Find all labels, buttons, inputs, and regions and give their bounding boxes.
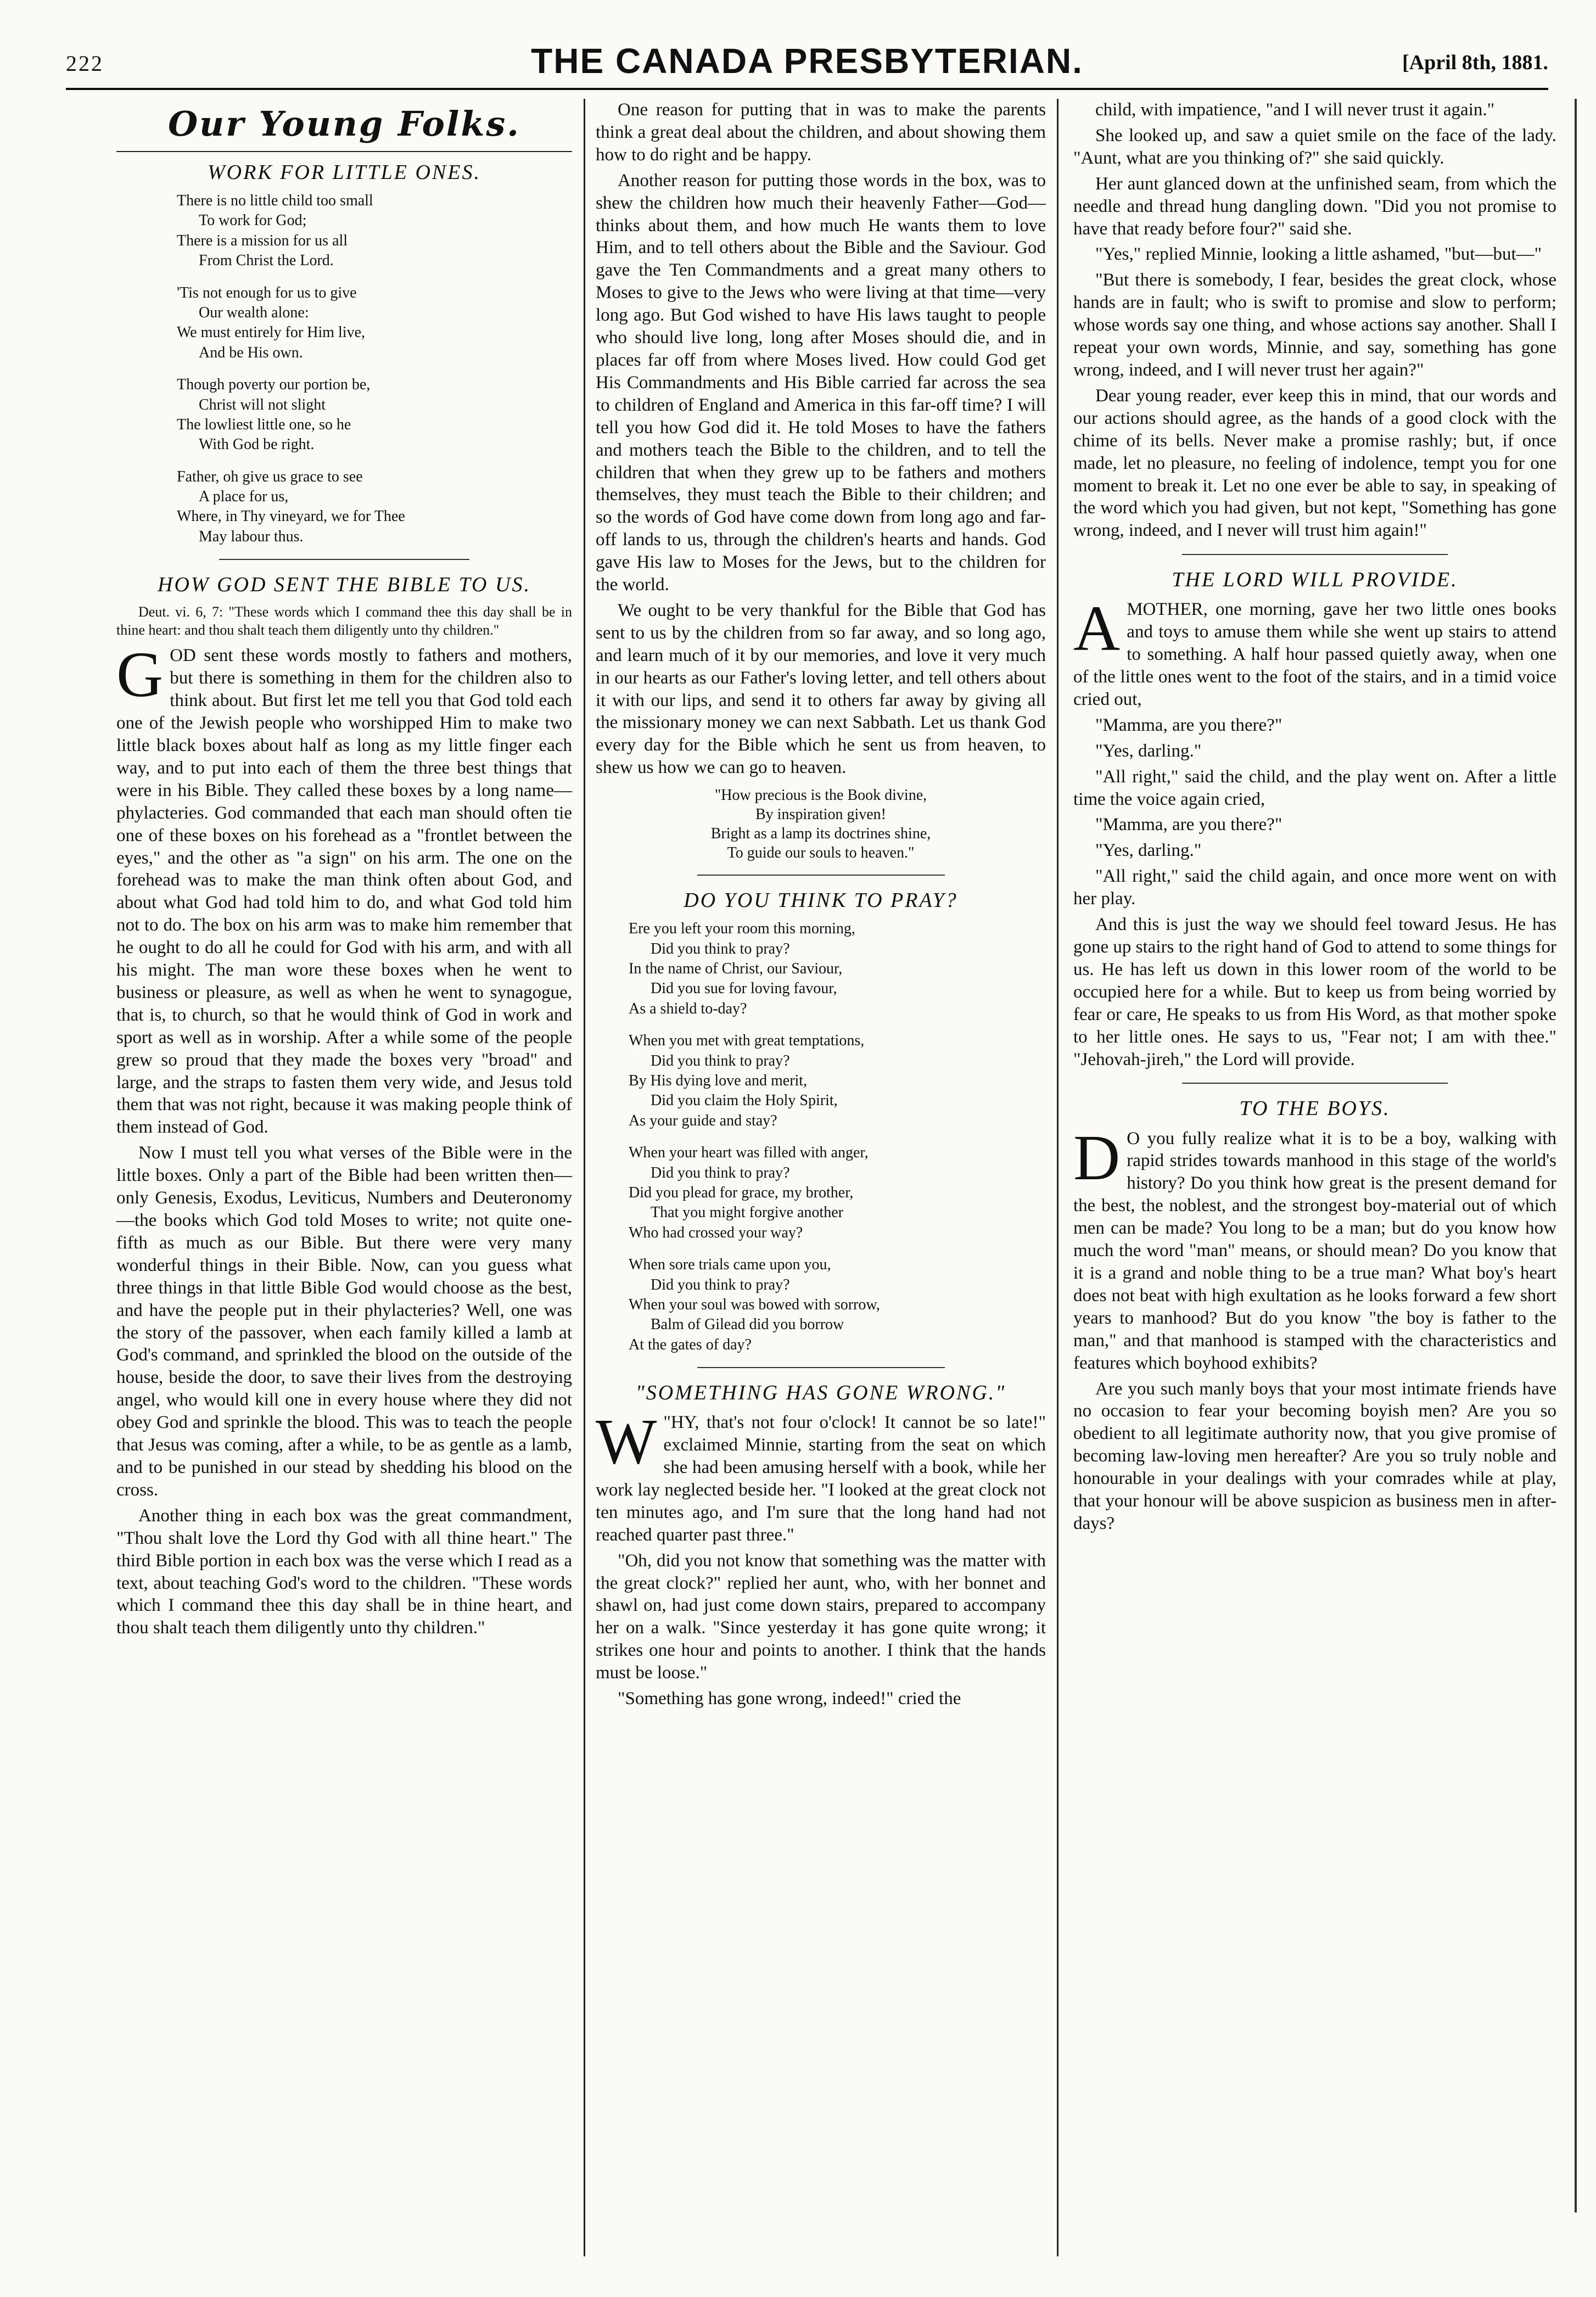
poem-line: When your heart was filled with anger,: [629, 1144, 869, 1162]
article-title: DO YOU THINK TO PRAY?: [684, 889, 958, 912]
paragraph: [1073, 839, 1556, 862]
poem-line: Our wealth alone:: [199, 304, 309, 321]
divider: [697, 1367, 945, 1368]
article-title: WORK FOR LITTLE ONES.: [208, 160, 481, 184]
poem-line: Though poverty our portion be,: [177, 376, 371, 394]
paragraph: [596, 1550, 1046, 1684]
paragraph-text: child, with impatience, "and I will never trust it again.": [1095, 100, 1495, 120]
article-body: [596, 99, 1046, 779]
divider: [697, 875, 945, 876]
column-rule: [584, 99, 585, 2256]
divider: [1182, 554, 1448, 555]
article-body: [1073, 592, 1556, 1071]
poem-line: And be His own.: [199, 344, 303, 361]
poem-line: Ere you left your room this morning,: [629, 920, 855, 938]
paragraph-text: Are you such manly boys that your most intimate friends have no occasion to fear your becoming boyish men? Are you so obedient to all legitimate authority now, that you give promise of becoming law-loving men hereafter? Are you so truly noble and honourable in your dealings with your comrades while at play, that your honour will be above suspicion as business men in after-days?: [1073, 1379, 1556, 1533]
poem-line: We must entirely for Him live,: [177, 324, 365, 341]
paragraph: [1073, 714, 1556, 737]
paragraph: [116, 1142, 572, 1502]
poem-line: There is a mission for us all: [177, 232, 348, 249]
column-1: [116, 99, 572, 1643]
article-body: [596, 1405, 1046, 1710]
poem-stanza: [629, 1255, 1046, 1355]
paragraph: [1073, 740, 1556, 763]
paragraph: [1073, 125, 1556, 170]
quote-line: By inspiration given!: [755, 806, 886, 823]
paragraph-text: Her aunt glanced down at the unfinished seam, from which the needle and thread hung dangling down. "Did you not promise to have that ready before four?" said she.: [1073, 173, 1556, 239]
paragraph-text: "All right," said the child again, and once more went on with her play.: [1073, 866, 1556, 909]
drop-cap: D: [1073, 1121, 1121, 1194]
paragraph: [1073, 269, 1556, 382]
poem-line: Balm of Gilead did you borrow: [651, 1316, 844, 1334]
column-rule: [1057, 99, 1059, 2256]
poem-line: From Christ the Lord.: [199, 252, 334, 270]
paragraph: [1073, 1378, 1556, 1535]
paragraph: [116, 1505, 572, 1639]
poem-line: May labour thus.: [199, 528, 304, 545]
poem-line: With God be right.: [199, 436, 315, 453]
poem-line: When you met with great temptations,: [629, 1032, 865, 1050]
poem-line: Who had crossed your way?: [629, 1224, 803, 1241]
paragraph: [1073, 173, 1556, 240]
paragraph-text: "Oh, did you not know that something was the matter with the great clock?" replied her aunt, who, with her bonnet and shawl on, had just come down stairs, prepared to accompany her on a walk. "Since yesterday it has gone quite wrong; it strikes one hour and points to another. I think that the hands must be loose.": [596, 1550, 1046, 1683]
paragraph-text: We ought to be very thankful for the Bible that God has sent to us by the children from so far away, and so long ago, and learn much of it by our memories, and love it very much in our hearts as our Father's loving letter, and tell others about it with our lips, and send it to others far away by giving all the missionary money we can next Sabbath. Let us thank God every day for the Bible which he sent us from heaven, to shew us how we can go to heaven.: [596, 600, 1046, 778]
page-header: [66, 38, 1548, 90]
paragraph-text: "Mamma, are you there?": [1095, 815, 1283, 835]
quote-line: "How precious is the Book divine,: [714, 787, 927, 804]
quote-line: Bright as a lamp its doctrines shine,: [710, 825, 931, 843]
poem-line: As your guide and stay?: [629, 1112, 777, 1129]
poem-line: By His dying love and merit,: [629, 1072, 808, 1090]
paragraph: [596, 170, 1046, 596]
paragraph: [1073, 99, 1556, 121]
poem-line: Father, oh give us grace to see: [177, 468, 363, 485]
paragraph-text: O you fully realize what it is to be a boy, walking with rapid strides towards manhood in this stage of the world's history? Do you think how great is the present demand for the best, the noblest, and the strongest boy-material out of which men can be made? You long to be a man; but do you know how much the word "man" means, or should mean? Do you know that it is a grand and noble thing to be a true man? What boy's heart does not beat with high exultation as he looks forward a few short years to manhood? But do you know "the boy is father to the man," and that manhood is stamped with the characteristics and features which boyhood exhibits?: [1073, 1128, 1556, 1373]
drop-cap: G: [116, 638, 164, 711]
paragraph: [596, 1405, 1046, 1546]
paragraph-text: "Yes, darling.": [1095, 841, 1202, 861]
divider: [1182, 1083, 1448, 1084]
poem-stanza: [177, 467, 572, 547]
paragraph-text: Now I must tell you what verses of the Bible were in the little boxes. Only a part of the Bible had been written then—only Genesis, Exodus, Leviticus, Numbers and Deuteronomy—the books which God told Moses to write; not quite one-fifth as much as our Bible. But there were very many wonderful things in their Bible. Now, can you guess what three things in that little Bible God would choose as the best, and have the people put in their phylacteries? Well, one was the story of the passover, when each family killed a lamb at God's command, and sprinkled the blood on the outside of the house, beside the door, to save their lives from the destroying angel, who would kill one in every house where they did not obey God and sprinkle the blood. This was to teach the people that Jesus was coming, after a while, to be as gentle as a lamb, and to be punished in our stead by shedding his blood on the cross.: [116, 1143, 572, 1500]
poem-line: That you might forgive another: [651, 1204, 843, 1222]
paragraph: [116, 638, 572, 1139]
paragraph-text: "Something has gone wrong, indeed!" cried the: [618, 1689, 961, 1709]
paragraph-text: One reason for putting that in was to make the parents think a great deal about the children, and about showing them how to do right and be happy.: [596, 100, 1046, 165]
paragraph-text: "Yes," replied Minnie, looking a little ashamed, "but—but—": [1095, 244, 1542, 265]
poem-stanza: [629, 1143, 1046, 1243]
page-edge-rule: [1575, 99, 1577, 2212]
paragraph-text: "Yes, darling.": [1095, 741, 1202, 761]
poem-line: Christ will not slight: [199, 396, 326, 413]
poem-line: To work for God;: [199, 212, 307, 229]
column-3: [1073, 99, 1556, 1538]
paragraph-text: Another reason for putting those words in the box, was to shew the children how much their heavenly Father—God—thinks about them, and how much He wants them to love Him, and to tell others about the Bible and the Saviour. God gave the Ten Commandments and a great many others to Moses to give to the Jews who were living at that time—very long ago. But God wished to have His laws taught to people who should live long, long after Moses should die, and in places far off from where Moses lived. How could God get His Commandments and His Bible carried far across the sea to children of England and America in this far-off time? I will tell you how God did it. He told Moses to have the fathers and mothers teach the Bible to the children, and to tell the children that when they grew up to be fathers and mothers themselves, they must teach the Bible to their children; and so the words of God have come down from long ago and far-off lands to us, through the children's hearts and hands. God gave His law to Moses for the Jews, but to the children for the world.: [596, 170, 1046, 595]
column-2: [596, 99, 1046, 1713]
poem-stanza: [177, 283, 572, 363]
paragraph-text: "HY, that's not four o'clock! It cannot be so late!" exclaimed Minnie, starting from the seat on which she had been amusing herself with a book, while her work lay neglected beside her. "I looked at the great clock not ten minutes ago, and I'm sure that the long hand had not reached quarter past three.": [596, 1413, 1046, 1545]
article-title: "SOMETHING HAS GONE WRONG.": [635, 1381, 1006, 1405]
poem-line: In the name of Christ, our Saviour,: [629, 960, 843, 978]
paragraph: [1073, 592, 1556, 711]
paragraph: [1073, 385, 1556, 542]
poem-line: When your soul was bowed with sorrow,: [629, 1296, 880, 1313]
poem-line: Did you claim the Holy Spirit,: [651, 1092, 838, 1110]
poem-line: Did you think to pray?: [651, 1276, 790, 1293]
poem-line: Did you sue for loving favour,: [651, 980, 837, 998]
issue-date: [April 8th, 1881.: [1402, 51, 1548, 74]
poem-line: There is no little child too small: [177, 192, 373, 209]
poem-stanza: [177, 375, 572, 455]
scripture-epigraph: Deut. vi. 6, 7: "These words which I command thee this day shall be in thine heart: and thou shalt teach them diligently unto thy children.": [116, 604, 572, 638]
paragraph: [1073, 1121, 1556, 1375]
poem: [177, 191, 572, 547]
paragraph-text: MOTHER, one morning, gave her two little ones books and toys to amuse them while she went up stairs to attend to something. A half hour passed quietly away, when one of the little ones went to the foot of the stairs, and in a timid voice cried out,: [1073, 600, 1556, 709]
paragraph: [596, 1688, 1046, 1710]
poem-line: Did you think to pray?: [651, 940, 790, 957]
poem-stanza: [629, 919, 1046, 1019]
poem-line: Did you think to pray?: [651, 1052, 790, 1069]
paragraph-text: And this is just the way we should feel toward Jesus. He has gone up stairs to the right hand of God to attend to some things for us. He has left us down in this lower room of the world to be occupied here for a while. But to keep us from being worried by fear or care, He speaks to us from His Word, as that mother spoke to her little ones. He says to us, "Fear not; I am with thee." "Jehovah-jireh," the Lord will provide.: [1073, 915, 1556, 1069]
paragraph: [1073, 914, 1556, 1071]
article-title: THE LORD WILL PROVIDE.: [1172, 568, 1458, 592]
article-body: [1073, 1121, 1556, 1535]
paragraph-text: Dear young reader, ever keep this in mind, that our words and our actions should agree, as the hands of a good clock with the chime of its bells. Never make a promise rashly; but, if once made, let no pleasure, no feeling of indolence, tempt you for one moment to break it. Let no one ever be able to say, in speaking of the word which you had given, but not kept, "Something has gone wrong, indeed, and I never will trust him again!": [1073, 385, 1556, 541]
page-number: 222: [66, 51, 104, 76]
poem-line: Did you think to pray?: [651, 1164, 790, 1181]
poem-line: The lowliest little one, so he: [177, 416, 351, 433]
drop-cap: A: [1073, 592, 1121, 665]
paragraph-text: OD sent these words mostly to fathers and mothers, but there is something in them for the children also to think about. But first let me tell you that God told each one of the Jewish people who worshipped Him to make two little black boxes about half as long as my little finger each way, and to put into each of them the three best things that were in his Bible. They called these boxes by a long name—phylacteries. God commanded that each man should often tie one of these boxes on his forehead as a "frontlet between the eyes," and the other as "a sign" on his arm. The one on the forehead was to make the man think often about God, and about what God had told him to do, and what God told him not to do. The box on his arm was to make him remember that he ought to do all he could for God with his arm, and with all his might. The man wore these boxes when he went to business or pleasure, as well as when he went to synagogue, that is, to church, so that he would think of God in work and sport as well as in worship. After a while some of the people grew so proud that they made the boxes very "broad" and large, and the straps to fasten them very wide, and Jesus told them that was not right, because it was making people think of them instead of God.: [116, 646, 572, 1138]
poem-line: Where, in Thy vineyard, we for Thee: [177, 508, 405, 525]
poem-line: As a shield to-day?: [629, 1000, 747, 1017]
article-title: TO THE BOYS.: [1239, 1097, 1391, 1121]
paragraph: [1073, 766, 1556, 811]
poem-stanza: [629, 1031, 1046, 1131]
poem-line: At the gates of day?: [629, 1336, 752, 1353]
divider: [219, 559, 470, 560]
quoted-verse: [596, 786, 1046, 862]
quote-line: To guide our souls to heaven.": [727, 844, 915, 862]
poem-line: 'Tis not enough for us to give: [177, 284, 357, 301]
poem: [629, 919, 1046, 1355]
paragraph: [596, 600, 1046, 779]
paragraph: [1073, 865, 1556, 910]
paragraph-text: "But there is somebody, I fear, besides the great clock, whose hands are in fault; who is swift to promise and slow to perform; whose words say one thing, and whose actions say another. Shall I repeat your own words, Minnie, and say, something has gone wrong, indeed, and I will never trust her again?": [1073, 270, 1556, 380]
paragraph: [1073, 243, 1556, 266]
paragraph: [1073, 814, 1556, 836]
paragraph-text: "All right," said the child, and the play went on. After a little time the voice again cried,: [1073, 766, 1556, 809]
paragraph-text: She looked up, and saw a quiet smile on the face of the lady. "Aunt, what are you thinking of?" she said quickly.: [1073, 125, 1556, 168]
article-body: [116, 638, 572, 1639]
paragraph-text: Another thing in each box was the great commandment, "Thou shalt love the Lord thy God with all thine heart." The third Bible portion in each box was the verse which I read as a text, about teaching God's word to the children. "These words which I command thee this day shall be in thine heart, and thou shalt teach them diligently unto thy children.": [116, 1505, 572, 1638]
poem-stanza: [177, 191, 572, 271]
drop-cap: W: [596, 1405, 657, 1478]
masthead: THE CANADA PRESBYTERIAN.: [531, 41, 1083, 81]
paragraph: [596, 99, 1046, 166]
poem-line: A place for us,: [199, 488, 289, 506]
poem-line: Did you plead for grace, my brother,: [629, 1184, 854, 1201]
paragraph-text: "Mamma, are you there?": [1095, 715, 1283, 735]
poem-line: When sore trials came upon you,: [629, 1256, 831, 1274]
article-title: HOW GOD SENT THE BIBLE TO US.: [158, 573, 531, 597]
article-body: [1073, 99, 1556, 542]
section-title: Our Young Folks.: [116, 103, 572, 152]
